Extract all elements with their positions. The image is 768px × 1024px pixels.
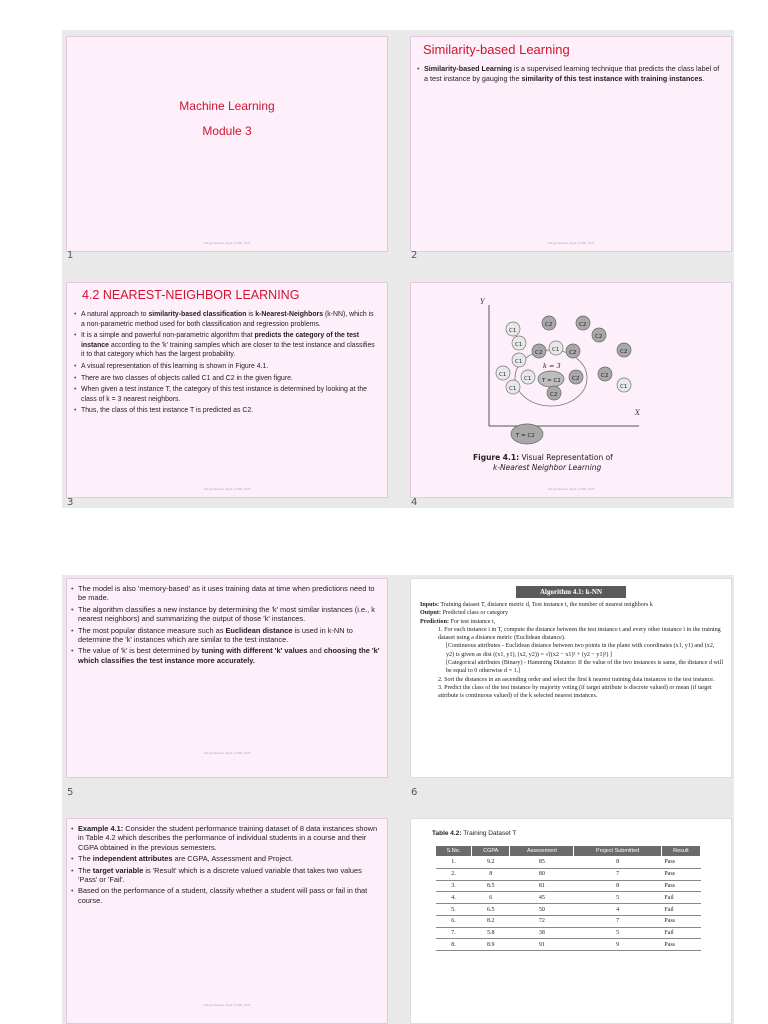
svg-text:C2: C2 bbox=[572, 376, 580, 382]
slide-6 bbox=[410, 578, 732, 778]
svg-text:C2: C2 bbox=[601, 373, 609, 379]
figure-caption-line2: k-Nearest Neighbor Learning bbox=[493, 463, 602, 472]
table-cell: 5 bbox=[574, 892, 661, 904]
svg-text:C1: C1 bbox=[515, 359, 523, 365]
table-cell: 7 bbox=[574, 868, 661, 880]
table-cell: 8.2 bbox=[471, 915, 509, 927]
table-cell: Pass bbox=[661, 939, 700, 951]
table-cell: 7 bbox=[574, 915, 661, 927]
knn-figure bbox=[411, 283, 732, 498]
bullet: • The most popular distance measure such as Euclidean distance is used in k-NN to determine the 'k' instances which are similar to the test instance. bbox=[71, 626, 381, 645]
slide-5 bbox=[66, 578, 388, 778]
slide-number: 2 bbox=[411, 250, 418, 261]
slide-number: 5 bbox=[67, 787, 74, 798]
bullet: • When given a test instance T, the category of this test instance is determined by looking at the class of k = 3 nearest neighbors. bbox=[74, 385, 379, 404]
svg-text:C2: C2 bbox=[545, 322, 553, 328]
table-cell: 8 bbox=[471, 868, 509, 880]
slide-footer: Ramya Ramalu, Dept. of ISE, SKIT bbox=[547, 241, 595, 245]
bullet: • Thus, the class of this test instance T is predicted as C2. bbox=[74, 406, 379, 416]
slide-8 bbox=[410, 818, 732, 1024]
bullet: • The algorithm classifies a new instance by determining the 'k' most similar instances (i.e., k nearest neighbors) and summarizing the output of those 'k' instances. bbox=[71, 605, 381, 624]
table-cell: 3. bbox=[436, 880, 472, 892]
svg-text:C2: C2 bbox=[620, 349, 628, 355]
table-cell: 81 bbox=[510, 880, 574, 892]
table-cell: 5.8 bbox=[471, 927, 509, 939]
bullet: • It is a simple and powerful non-parametric algorithm that predicts the category of the test instance according to the 'k' training samples which are closer to the test instance and classifies it to that category which has the largest probability. bbox=[74, 331, 379, 360]
table-cell: 5. bbox=[436, 904, 472, 916]
slide-number: 3 bbox=[67, 497, 74, 508]
slide-title: Machine Learning bbox=[179, 99, 275, 113]
table-row bbox=[436, 857, 701, 869]
slide-title: 4.2 NEAREST-NEIGHBOR LEARNING bbox=[82, 288, 300, 302]
slide-footer: Ramya Ramalu, Dept. of ISE, SKIT bbox=[203, 487, 251, 491]
bullet: • A visual representation of this learning is shown in Figure 4.1. bbox=[74, 362, 379, 372]
table-cell: Fail bbox=[661, 904, 700, 916]
slide-7 bbox=[66, 818, 388, 1024]
table-cell: 2. bbox=[436, 868, 472, 880]
bullet: • There are two classes of objects called C1 and C2 in the given figure. bbox=[74, 374, 379, 384]
svg-text:C1: C1 bbox=[499, 372, 507, 378]
table-row bbox=[436, 868, 701, 880]
x-axis-label: X bbox=[635, 409, 640, 417]
slide-number: 1 bbox=[67, 250, 74, 261]
table-row bbox=[436, 904, 701, 916]
table-cell: Fail bbox=[661, 892, 700, 904]
bullet: • The target variable is 'Result' which is a discrete valued variable that takes two values 'Pass' or 'Fail'. bbox=[71, 866, 379, 885]
table-cell: Pass bbox=[661, 915, 700, 927]
test-instance-label: T = C2 bbox=[542, 378, 561, 384]
table-cell: 4 bbox=[574, 904, 661, 916]
table-cell: 72 bbox=[510, 915, 574, 927]
svg-text:C2: C2 bbox=[535, 350, 543, 356]
svg-text:C1: C1 bbox=[515, 342, 523, 348]
table-cell: 7. bbox=[436, 927, 472, 939]
table-cell: 9 bbox=[574, 939, 661, 951]
svg-text:C1: C1 bbox=[620, 384, 628, 390]
slide-1 bbox=[66, 36, 388, 252]
slide-title: Similarity-based Learning bbox=[423, 42, 570, 57]
table-row bbox=[436, 927, 701, 939]
table-header-cell: CGPA bbox=[471, 846, 509, 857]
bullet: • Similarity-based Learning is a supervised learning technique that predicts the class label of a test instance by gauging the similarity of this test instance with training instances. bbox=[417, 64, 723, 84]
algorithm-body: Inputs: Training dataset T, distance metric d, Test instance t, the number of nearest neighbors k Output: Predicted class or category Prediction: For test instance t, 1. For each instance i in T, compute the distance between the test instance t and every other instance i in the training dataset using a distance metric (Euclidean distance). [Continuous attributes - Euclidean distance between two points in the plane with coordinates (x1, y1) and (x2, y2) is given as dist ((x1, y1), (x2, y2)) = √((x2 − x1)² + (y2 − y1)²) ] [Categorical attributes (Binary) - Hamming Distance: If the value of the two instances is same, the distance d will be equal to 0 otherwise d = 1.] 2. Sort the distances in an ascending order and select the first k nearest training data instances to the test instance. 3. Predict the class of the test instance by majority voting (if target attribute is discrete valued) or mean (if target attribute is continuous valued) of the k selected nearest instances. bbox=[420, 602, 724, 700]
table-cell: 8 bbox=[574, 857, 661, 869]
table-row bbox=[436, 892, 701, 904]
table-header-cell: Project Submitted bbox=[574, 846, 661, 857]
legend-label: T = C2 bbox=[516, 433, 535, 439]
y-axis-label: Y bbox=[480, 298, 485, 306]
table-cell: 85 bbox=[510, 857, 574, 869]
training-dataset-table bbox=[435, 845, 701, 951]
svg-text:C1: C1 bbox=[552, 347, 560, 353]
table-cell: 38 bbox=[510, 927, 574, 939]
bullet: • Based on the performance of a student, classify whether a student will pass or fail in that course. bbox=[71, 886, 379, 905]
svg-text:C2: C2 bbox=[550, 392, 558, 398]
svg-text:C1: C1 bbox=[509, 328, 517, 334]
table-cell: 6.5 bbox=[471, 904, 509, 916]
table-row bbox=[436, 939, 701, 951]
bullet: • The independent attributes are CGPA, Assessment and Project. bbox=[71, 854, 379, 863]
table-cell: 80 bbox=[510, 868, 574, 880]
figure-caption: Figure 4.1: Visual Representation of bbox=[473, 453, 613, 462]
bullet: • Example 4.1: Consider the student performance training dataset of 8 data instances shown in Table 4.2 which describes the performance of individual students in a course and their CGPA obtained in the previous semesters. bbox=[71, 824, 379, 852]
slide-number: 6 bbox=[411, 787, 418, 798]
bullet: • A natural approach to similarity-based classification is k-Nearest-Neighbors (k-NN), which is a non-parametric method used for both classification and regression problems. bbox=[74, 310, 379, 329]
table-row bbox=[436, 915, 701, 927]
slide-footer: Ramya Ramalu, Dept. of ISE, SKIT bbox=[203, 241, 251, 245]
table-cell: 8. bbox=[436, 939, 472, 951]
table-caption: Table 4.2: Training Dataset T bbox=[432, 830, 517, 837]
table-cell: Fail bbox=[661, 927, 700, 939]
slide-4 bbox=[410, 282, 732, 498]
svg-text:C2: C2 bbox=[569, 350, 577, 356]
table-cell: Pass bbox=[661, 880, 700, 892]
table-cell: 50 bbox=[510, 904, 574, 916]
table-header-cell: Result bbox=[661, 846, 700, 857]
svg-text:C1: C1 bbox=[524, 376, 532, 382]
algorithm-heading: Algorithm 4.1: k-NN bbox=[516, 586, 626, 598]
slide-3 bbox=[66, 282, 388, 498]
svg-text:C1: C1 bbox=[509, 386, 517, 392]
slide-footer: Ramya Ramalu, Dept. of ISE, SKIT bbox=[203, 751, 251, 755]
table-cell: 8.9 bbox=[471, 939, 509, 951]
table-cell: 91 bbox=[510, 939, 574, 951]
bullet: • The model is also 'memory-based' as it uses training data at time when predictions need to be made. bbox=[71, 584, 381, 603]
svg-text:C2: C2 bbox=[579, 322, 587, 328]
table-cell: 9.2 bbox=[471, 857, 509, 869]
table-cell: 4. bbox=[436, 892, 472, 904]
table-cell: Pass bbox=[661, 857, 700, 869]
slide-footer: Ramya Ramalu, Dept. of ISE, SKIT bbox=[203, 1003, 251, 1007]
bullet: • The value of 'k' is best determined by tuning with different 'k' values and choosing the 'k' which classifies the test instance more accurately. bbox=[71, 646, 381, 665]
slide-subtitle: Module 3 bbox=[202, 124, 252, 138]
table-cell: 45 bbox=[510, 892, 574, 904]
slide-footer: Ramya Ramalu, Dept. of ISE, SKIT bbox=[547, 487, 595, 491]
table-cell: 5 bbox=[574, 927, 661, 939]
svg-text:C2: C2 bbox=[595, 334, 603, 340]
table-cell: 8.5 bbox=[471, 880, 509, 892]
table-cell: 8 bbox=[574, 880, 661, 892]
k-label: k = 3 bbox=[543, 362, 561, 370]
table-header-cell: Assessment bbox=[510, 846, 574, 857]
slide-2 bbox=[410, 36, 732, 252]
table-cell: Pass bbox=[661, 868, 700, 880]
table-cell: 1. bbox=[436, 857, 472, 869]
table-cell: 6. bbox=[436, 915, 472, 927]
table-header-cell: S.No. bbox=[436, 846, 472, 857]
table-row bbox=[436, 880, 701, 892]
slide-number: 4 bbox=[411, 497, 418, 508]
table-cell: 6 bbox=[471, 892, 509, 904]
